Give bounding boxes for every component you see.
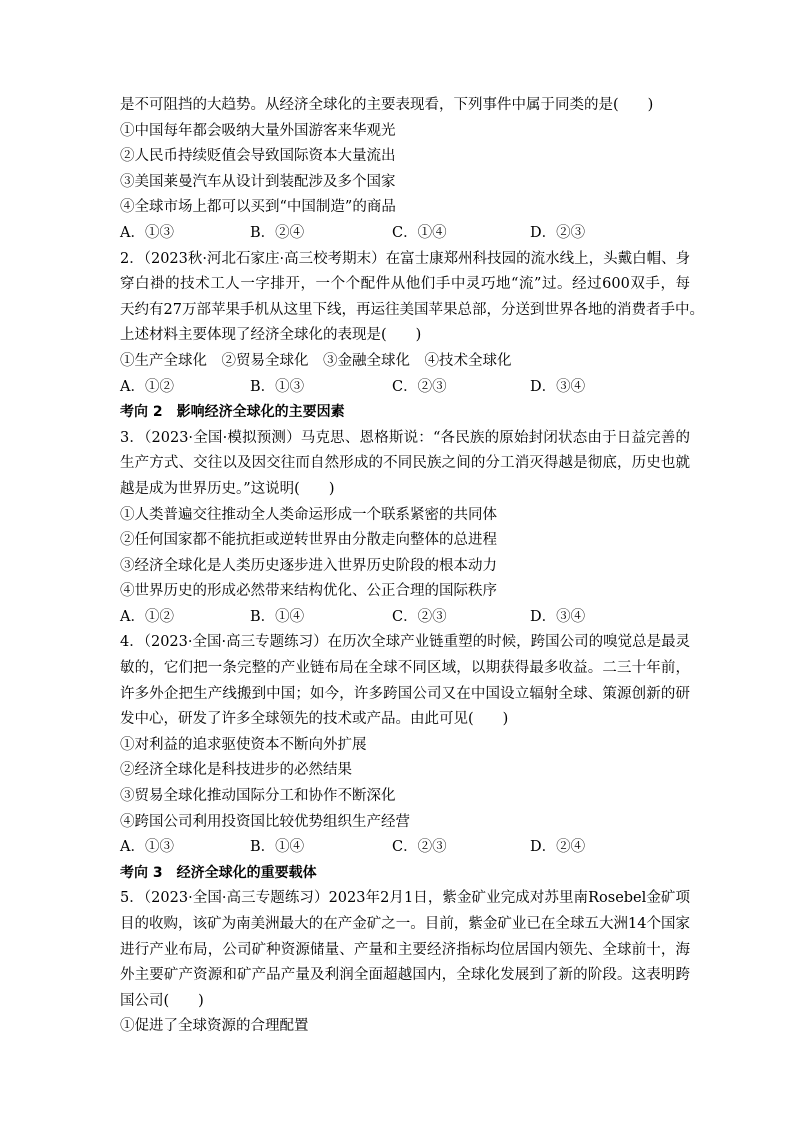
q2-stem-line-1: 2．（2023秋·河北石家庄·高三校考期末）在富士康郑州科技园的流水线上，头戴白帽、身 xyxy=(120,250,691,267)
q1-options xyxy=(120,221,690,247)
q3-stem-line-3: 越是成为世界历史。”这说明( ) xyxy=(120,480,335,497)
q3-stem-line-1: 3．（2023·全国·模拟预测）马克思、恩格斯说：“各民族的原始封闭状态由于日益完善的 xyxy=(120,429,690,446)
q5-stem-line-4: 外主要矿产资源和矿产品产量及利润全面超越国内，全球化发展到了新的阶段。这表明跨 xyxy=(120,967,690,984)
q3-item-2: ②任何国家都不能抗拒或逆转世界由分散走向整体的总进程 xyxy=(120,532,497,549)
q2-stem-line-4: 上述材料主要体现了经济全球化的表现是( ) xyxy=(120,327,422,344)
q4-options xyxy=(120,835,690,861)
q4-option-c: C．②③ xyxy=(392,839,447,856)
q2-option-d: D．③④ xyxy=(530,378,586,395)
q4-item-2: ②经济全球化是科技进步的必然结果 xyxy=(120,762,352,779)
q3-item-3: ③经济全球化是人类历史逐步进入世界历史阶段的根本动力 xyxy=(120,557,497,574)
q1-stem-tail: 是不可阻挡的大趋势。从经济全球化的主要表现看，下列事件中属于同类的是( ) xyxy=(120,97,654,113)
q2-option-c: C．②③ xyxy=(392,378,447,395)
q2-items: ①生产全球化 ②贸易全球化 ③金融全球化 ④技术全球化 xyxy=(120,352,512,369)
q1-option-c: C．①④ xyxy=(392,224,447,241)
q1-option-d: D．②③ xyxy=(530,224,586,241)
q4-option-d: D．②④ xyxy=(530,839,586,856)
q4-stem-line-4: 发中心，研发了许多全球领先的技术或产品。由此可见( ) xyxy=(120,711,509,728)
section-2-heading: 考向 2 影响经济全球化的主要因素 xyxy=(120,404,345,421)
q2-stem-line-3: 天约有27万部苹果手机从这里下线，再运往美国苹果总部，分送到世界各地的消费者手中。 xyxy=(120,301,704,318)
q4-option-a: A．①③ xyxy=(120,839,174,856)
q1-option-a: A．①③ xyxy=(120,224,174,241)
q3-item-1: ①人类普遍交往推动全人类命运形成一个联系紧密的共同体 xyxy=(120,506,497,523)
q1-item-1: ①中国每年都会吸纳大量外国游客来华观光 xyxy=(120,122,396,139)
q3-option-d: D．③④ xyxy=(530,608,586,625)
q4-stem-line-3: 许多外企把生产线搬到中国；如今，许多跨国公司又在中国设立辐射全球、策源创新的研 xyxy=(120,685,690,702)
q5-stem-line-5: 国公司( ) xyxy=(120,992,204,1009)
q3-options xyxy=(120,605,690,631)
q4-stem-line-2: 敏的，它们把一条完整的产业链布局在全球不同区域，以期获得最多收益。二三十年前， xyxy=(120,660,690,677)
q4-item-4: ④跨国公司利用投资国比较优势组织生产经营 xyxy=(120,813,410,830)
q4-item-3: ③贸易全球化推动国际分工和协作不断深化 xyxy=(120,788,396,805)
q4-option-b: B．①④ xyxy=(250,839,305,856)
q4-item-1: ①对利益的追求驱使资本不断向外扩展 xyxy=(120,736,367,753)
q1-item-2: ②人民币持续贬值会导致国际资本大量流出 xyxy=(120,148,396,165)
q2-options xyxy=(120,375,690,401)
q3-item-4: ④世界历史的形成必然带来结构优化、公正合理的国际秩序 xyxy=(120,583,497,600)
q5-stem-line-1: 5．（2023·全国·高三专题练习）2023年2月1日，紫金矿业完成对苏里南Rosebel金矿项 xyxy=(120,890,690,907)
q1-item-3: ③美国莱曼汽车从设计到装配涉及多个国家 xyxy=(120,173,396,190)
section-3-heading: 考向 3 经济全球化的重要载体 xyxy=(120,864,317,881)
q5-stem-line-3: 进行产业布局，公司矿种资源储量、产量和主要经济指标均位居国内领先、全球前十，海 xyxy=(120,941,690,958)
q4-stem-line-1: 4．（2023·全国·高三专题练习）在历次全球产业链重塑的时候，跨国公司的嗅觉总是最灵 xyxy=(120,634,691,651)
q3-option-b: B．①④ xyxy=(250,608,305,625)
q3-stem-line-2: 生产方式、交往以及因交往而自然形成的不同民族之间的分工消灭得越是彻底，历史也就 xyxy=(120,455,690,472)
q2-option-a: A．①② xyxy=(120,378,174,395)
q1-option-b: B．②④ xyxy=(250,224,305,241)
q3-option-c: C．②③ xyxy=(392,608,447,625)
q1-item-4: ④全球市场上都可以买到“中国制造”的商品 xyxy=(120,199,396,216)
q2-stem-line-2: 穿白褂的技术工人一字排开，一个个配件从他们手中灵巧地“流”过。经过600双手，每 xyxy=(120,276,690,293)
document-body xyxy=(120,93,704,1040)
q2-option-b: B．①③ xyxy=(250,378,305,395)
q3-option-a: A．①② xyxy=(120,608,174,625)
q5-item-1: ①促进了全球资源的合理配置 xyxy=(120,1018,309,1035)
q5-stem-line-2: 目的收购，该矿为南美洲最大的在产金矿之一。目前，紫金矿业已在全球五大洲14个国家 xyxy=(120,916,690,932)
